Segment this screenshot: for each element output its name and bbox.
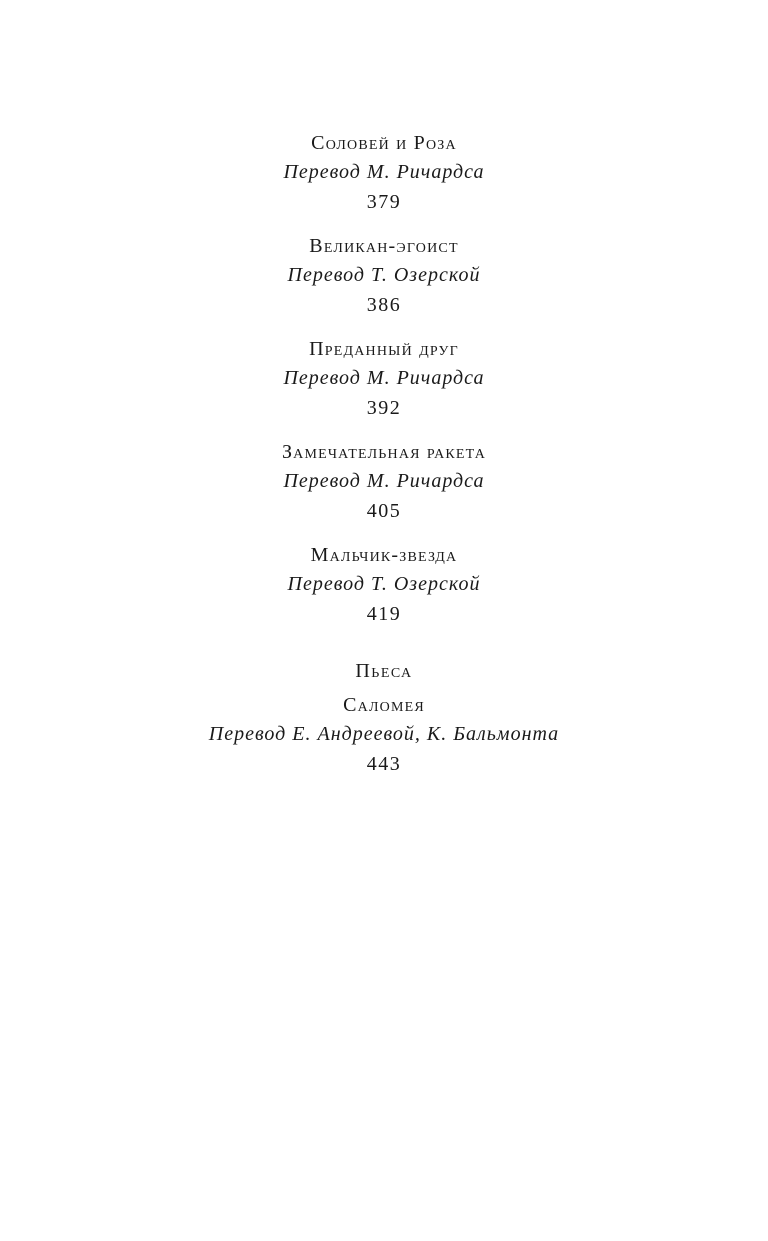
entry-page-number: 419	[366, 603, 402, 625]
entry-page-number: 405	[366, 500, 402, 522]
entry-translator: Перевод М. Ричардса	[283, 161, 485, 183]
entry-title: Великан-эгоист	[309, 235, 459, 257]
entry-translator: Перевод М. Ричардса	[283, 367, 485, 389]
entry-title: Мальчик-звезда	[310, 544, 458, 566]
toc-entry-salomeya[interactable]	[0, 690, 768, 780]
entry-title: Замечательная ракета	[281, 441, 487, 463]
toc-entry-malchik-zvezda[interactable]	[0, 540, 768, 630]
entry-title: Преданный друг	[309, 338, 459, 360]
toc-entry-solovey-i-roza[interactable]	[0, 128, 768, 218]
entry-translator: Перевод Т. Озерской	[287, 264, 481, 286]
entry-title: Соловей и Роза	[311, 132, 457, 154]
entry-page-number: 443	[366, 753, 402, 775]
section-heading-play: Пьеса	[355, 660, 413, 682]
toc-entry-predannyy-drug[interactable]	[0, 334, 768, 424]
table-of-contents	[0, 128, 768, 793]
entry-title: Саломея	[343, 694, 425, 716]
toc-entry-zamechatelnaya-raketa[interactable]	[0, 437, 768, 527]
entry-translator: Перевод Т. Озерской	[287, 573, 481, 595]
entry-page-number: 392	[366, 397, 402, 419]
entry-page-number: 379	[366, 191, 402, 213]
entry-translator: Перевод Е. Андреевой, К. Бальмонта	[208, 723, 560, 745]
toc-entry-velikan-egoist[interactable]	[0, 231, 768, 321]
entry-translator: Перевод М. Ричардса	[283, 470, 485, 492]
entry-page-number: 386	[366, 294, 402, 316]
